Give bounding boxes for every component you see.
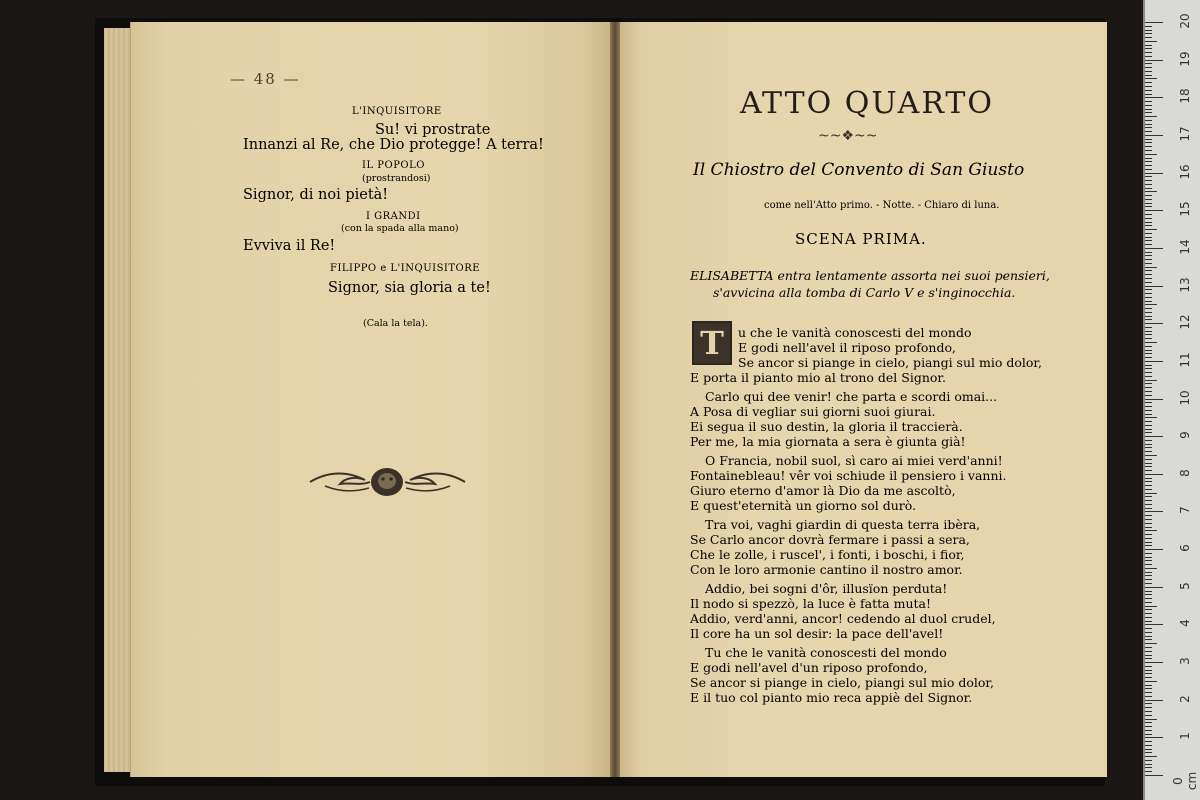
ruler-minor-tick: [1145, 312, 1152, 313]
ruler-minor-tick: [1145, 681, 1157, 682]
verse-line: Tu che le vanità conoscesti del mondo: [705, 645, 947, 660]
scene-title: SCENA PRIMA.: [795, 230, 927, 248]
ruler-minor-tick: [1145, 48, 1152, 49]
ruler-minor-tick: [1145, 308, 1152, 309]
ruler-minor-tick: [1145, 402, 1152, 403]
ruler-minor-tick: [1145, 206, 1152, 207]
ruler-minor-tick: [1145, 643, 1157, 644]
ruler-minor-tick: [1145, 252, 1152, 253]
ruler-minor-tick: [1145, 583, 1152, 584]
ruler-minor-tick: [1145, 515, 1152, 516]
ruler-minor-tick: [1145, 338, 1152, 339]
ruler-minor-tick: [1145, 530, 1157, 531]
ruler-minor-tick: [1145, 169, 1152, 170]
ruler-minor-tick: [1145, 756, 1157, 757]
ruler-minor-tick: [1145, 658, 1152, 659]
ruler-minor-tick: [1145, 263, 1152, 264]
ruler-minor-tick: [1145, 508, 1152, 509]
ruler-minor-tick: [1145, 677, 1152, 678]
ruler-minor-tick: [1145, 542, 1152, 543]
ruler-minor-tick: [1145, 767, 1152, 768]
ruler-minor-tick: [1145, 463, 1152, 464]
ruler-minor-tick: [1145, 94, 1152, 95]
ruler-label: 18: [1178, 88, 1192, 104]
ruler-minor-tick: [1145, 150, 1152, 151]
ruler-tick: [1145, 248, 1163, 249]
stage-direction: s'avvicina alla tomba di Carlo V e s'inginocchia.: [713, 285, 1016, 300]
setting-note: come nell'Atto primo. - Notte. - Chiaro di luna.: [764, 200, 1000, 211]
verse-line: Fontainebleau! vêr voi schiude il pensiero i vanni.: [690, 468, 1007, 483]
verse-line: Con le loro armonie cantino il nostro amor.: [690, 562, 963, 577]
ruler-minor-tick: [1145, 410, 1152, 411]
ruler-minor-tick: [1145, 353, 1152, 354]
verse-line: Addio, bei sogni d'ôr, illusïon perduta!: [705, 581, 948, 596]
ruler-minor-tick: [1145, 711, 1152, 712]
ruler-minor-tick: [1145, 350, 1152, 351]
ruler-minor-tick: [1145, 342, 1157, 343]
ruler-minor-tick: [1145, 30, 1152, 31]
ruler-minor-tick: [1145, 127, 1152, 128]
ruler-minor-tick: [1145, 602, 1152, 603]
ruler-minor-tick: [1145, 636, 1152, 637]
ruler-tick: [1145, 737, 1163, 738]
ruler-minor-tick: [1145, 365, 1152, 366]
ruler-minor-tick: [1145, 26, 1152, 27]
ruler-minor-tick: [1145, 176, 1152, 177]
ruler-minor-tick: [1145, 489, 1152, 490]
ruler-minor-tick: [1145, 142, 1152, 143]
ruler-minor-tick: [1145, 459, 1152, 460]
ruler-minor-tick: [1145, 199, 1152, 200]
ruler-minor-tick: [1145, 752, 1152, 753]
ruler-label: 0 cm: [1171, 771, 1199, 791]
ruler-minor-tick: [1145, 237, 1152, 238]
ruler-minor-tick: [1145, 316, 1152, 317]
ruler-minor-tick: [1145, 139, 1152, 140]
ruler-minor-tick: [1145, 455, 1157, 456]
ruler-minor-tick: [1145, 560, 1152, 561]
ruler-minor-tick: [1145, 594, 1152, 595]
ruler-label: 19: [1178, 51, 1192, 67]
speaker-label: FILIPPO e L'INQUISITORE: [330, 263, 481, 274]
ruler-minor-tick: [1145, 734, 1152, 735]
ruler-minor-tick: [1145, 527, 1152, 528]
ruler-minor-tick: [1145, 741, 1152, 742]
ruler-minor-tick: [1145, 466, 1152, 467]
ruler-tick: [1145, 210, 1163, 211]
ruler-minor-tick: [1145, 105, 1152, 106]
ruler-label: 1: [1178, 732, 1192, 741]
setting-title: Il Chiostro del Convento di San Giusto: [693, 160, 1025, 180]
ruler-minor-tick: [1145, 56, 1152, 57]
ruler-minor-tick: [1145, 297, 1152, 298]
ruler-minor-tick: [1145, 203, 1152, 204]
ruler-minor-tick: [1145, 519, 1152, 520]
ruler-tick: [1145, 286, 1163, 287]
verse-line: E porta il pianto mio al trono del Signor.: [690, 370, 946, 385]
ruler-minor-tick: [1145, 478, 1152, 479]
ruler-tick: [1145, 135, 1163, 136]
ruler-minor-tick: [1145, 447, 1152, 448]
verse-line: Il nodo si spezzò, la luce è fatta muta!: [690, 596, 931, 611]
act-title: ATTO QUARTO: [740, 86, 995, 121]
ruler-minor-tick: [1145, 771, 1152, 772]
ruler-minor-tick: [1145, 154, 1157, 155]
book-gutter: [610, 22, 620, 777]
ruler-minor-tick: [1145, 444, 1152, 445]
ruler-minor-tick: [1145, 628, 1152, 629]
ruler-minor-tick: [1145, 688, 1152, 689]
ruler-minor-tick: [1145, 696, 1152, 697]
ruler-label: 3: [1178, 657, 1192, 665]
ruler-minor-tick: [1145, 523, 1152, 524]
ruler-minor-tick: [1145, 274, 1152, 275]
ruler-minor-tick: [1145, 617, 1152, 618]
ruler-tick: [1145, 436, 1163, 437]
ruler-minor-tick: [1145, 244, 1152, 245]
ruler-minor-tick: [1145, 432, 1152, 433]
ruler-minor-tick: [1145, 90, 1152, 91]
verse-line: Innanzi al Re, che Dio protegge! A terra!: [243, 137, 544, 153]
ruler-minor-tick: [1145, 722, 1152, 723]
ruler-minor-tick: [1145, 184, 1152, 185]
ruler-label: 2: [1178, 694, 1192, 703]
ruler-minor-tick: [1145, 124, 1152, 125]
ruler-minor-tick: [1145, 553, 1152, 554]
ruler-tick: [1145, 549, 1163, 550]
verse-line: Giuro eterno d'amor là Dio da me ascoltò,: [690, 483, 956, 498]
ruler-minor-tick: [1145, 380, 1157, 381]
ruler-tick: [1145, 474, 1163, 475]
ruler-minor-tick: [1145, 131, 1152, 132]
verse-line: Se Carlo ancor dovrà fermare i passi a sera,: [690, 532, 970, 547]
ruler-minor-tick: [1145, 334, 1152, 335]
ruler-minor-tick: [1145, 598, 1152, 599]
ruler-label: 13: [1178, 276, 1192, 293]
ruler-minor-tick: [1145, 109, 1152, 110]
ruler-minor-tick: [1145, 233, 1152, 234]
ruler-minor-tick: [1145, 670, 1152, 671]
ruler-minor-tick: [1145, 421, 1152, 422]
decorative-ornament-icon: [305, 462, 470, 502]
ruler-tick: [1145, 97, 1163, 98]
ruler-minor-tick: [1145, 71, 1152, 72]
ruler-minor-tick: [1145, 195, 1152, 196]
verse-line: E godi nell'avel il riposo profondo,: [738, 340, 956, 355]
ruler-minor-tick: [1145, 414, 1152, 415]
ruler-minor-tick: [1145, 41, 1157, 42]
speaker-label: L'INQUISITORE: [352, 106, 442, 117]
verse-line: A Posa di vegliar sui giorni suoi giurai.: [690, 404, 936, 419]
verse-line: Signor, di noi pietà!: [243, 187, 389, 203]
page-number: — 48 —: [230, 70, 301, 88]
ruler-minor-tick: [1145, 357, 1152, 358]
ruler-minor-tick: [1145, 749, 1152, 750]
ruler-minor-tick: [1145, 259, 1152, 260]
verse-line: E quest'eternità un giorno sol durò.: [690, 498, 917, 513]
ruler-label: 14: [1178, 239, 1192, 255]
ruler-minor-tick: [1145, 707, 1152, 708]
ruler-minor-tick: [1145, 545, 1152, 546]
speaker-label: IL POPOLO: [362, 160, 425, 171]
ruler-label: 10: [1178, 389, 1192, 406]
ruler-minor-tick: [1145, 568, 1157, 569]
ruler-tick: [1145, 587, 1163, 588]
verse-line: Che le zolle, i ruscel', i fonti, i boschi, i fior,: [690, 547, 965, 562]
ruler-minor-tick: [1145, 504, 1152, 505]
ruler-tick: [1145, 511, 1163, 512]
ruler-minor-tick: [1145, 534, 1152, 535]
ruler-minor-tick: [1145, 120, 1152, 121]
ruler-label: 17: [1178, 126, 1192, 142]
ruler-label: 8: [1178, 468, 1192, 477]
ruler-minor-tick: [1145, 222, 1152, 223]
ruler-minor-tick: [1145, 493, 1157, 494]
ruler-minor-tick: [1145, 267, 1157, 268]
ruler-minor-tick: [1145, 52, 1152, 53]
ruler-minor-tick: [1145, 485, 1152, 486]
ruler-minor-tick: [1145, 481, 1152, 482]
verse-line: Se ancor si piange in cielo, piangi sul mio dolor,: [690, 675, 994, 690]
verse-line: Su! vi prostrate: [375, 122, 491, 138]
verse-line: Tra voi, vaghi giardin di questa terra ibèra,: [705, 517, 981, 532]
ruler-minor-tick: [1145, 760, 1152, 761]
ruler-tick: [1145, 775, 1163, 776]
ruler-minor-tick: [1145, 651, 1152, 652]
ruler-tick: [1145, 399, 1163, 400]
ruler-minor-tick: [1145, 255, 1152, 256]
ruler-minor-tick: [1145, 327, 1152, 328]
ruler-minor-tick: [1145, 304, 1157, 305]
ruler-minor-tick: [1145, 719, 1157, 720]
ruler-minor-tick: [1145, 703, 1152, 704]
ruler-minor-tick: [1145, 33, 1152, 34]
ruler-label: 16: [1178, 163, 1192, 180]
stage-direction: (prostrandosi): [362, 173, 431, 184]
ruler-minor-tick: [1145, 270, 1152, 271]
ruler-minor-tick: [1145, 346, 1152, 347]
ruler-minor-tick: [1145, 685, 1152, 686]
ruler-minor-tick: [1145, 293, 1152, 294]
verse-line: O Francia, nobil suol, sì caro ai miei verd'anni!: [705, 453, 1003, 468]
ruler-label: 20: [1178, 13, 1192, 29]
verse-line: E il tuo col pianto mio reca appiè del Signor.: [690, 690, 973, 705]
ruler-minor-tick: [1145, 240, 1152, 241]
ruler-minor-tick: [1145, 180, 1152, 181]
stage-direction: ELISABETTA entra lentamente assorta nei suoi pensieri,: [690, 268, 1050, 283]
ruler-minor-tick: [1145, 376, 1152, 377]
ruler-minor-tick: [1145, 647, 1152, 648]
ruler-tick: [1145, 173, 1163, 174]
verse-line: u che le vanità conoscesti del mondo: [738, 325, 972, 340]
ruler-minor-tick: [1145, 715, 1152, 716]
ruler-minor-tick: [1145, 331, 1152, 332]
ruler-minor-tick: [1145, 146, 1152, 147]
ruler-minor-tick: [1145, 383, 1152, 384]
ruler-minor-tick: [1145, 500, 1152, 501]
ruler-minor-tick: [1145, 112, 1152, 113]
ruler-minor-tick: [1145, 368, 1152, 369]
ruler-minor-tick: [1145, 225, 1152, 226]
ruler-tick: [1145, 361, 1163, 362]
ruler-minor-tick: [1145, 218, 1152, 219]
ruler-label: 9: [1178, 431, 1192, 439]
verse-line: Se ancor si piange in cielo, piangi sul mio dolor,: [738, 355, 1042, 370]
ruler-minor-tick: [1145, 632, 1152, 633]
ruler-label: 5: [1178, 581, 1192, 590]
ruler-minor-tick: [1145, 440, 1152, 441]
ruler-minor-tick: [1145, 387, 1152, 388]
ruler-tick: [1145, 323, 1163, 324]
ruler-minor-tick: [1145, 191, 1157, 192]
ruler-minor-tick: [1145, 86, 1152, 87]
ruler-minor-tick: [1145, 229, 1157, 230]
verse-line: Carlo qui dee venir! che parta e scordi omai...: [705, 389, 998, 404]
ruler-minor-tick: [1145, 161, 1152, 162]
ruler-minor-tick: [1145, 673, 1152, 674]
ruler-minor-tick: [1145, 165, 1152, 166]
ruler-minor-tick: [1145, 730, 1152, 731]
ruler-minor-tick: [1145, 606, 1157, 607]
ruler-minor-tick: [1145, 692, 1152, 693]
verse-line: Evviva il Re!: [243, 238, 336, 254]
speaker-label: I GRANDI: [366, 211, 421, 222]
verse-line: Addio, verd'anni, ancor! cedendo al duol crudel,: [690, 611, 996, 626]
ruler-minor-tick: [1145, 726, 1152, 727]
ruler-minor-tick: [1145, 158, 1152, 159]
ruler-minor-tick: [1145, 666, 1152, 667]
ruler-minor-tick: [1145, 417, 1157, 418]
ruler-minor-tick: [1145, 470, 1152, 471]
ruler-minor-tick: [1145, 575, 1152, 576]
ruler-minor-tick: [1145, 425, 1152, 426]
ruler-minor-tick: [1145, 75, 1152, 76]
ruler-minor-tick: [1145, 319, 1152, 320]
verse-line: Ei segua il suo destin, la gloria il traccierà.: [690, 419, 963, 434]
ruler-minor-tick: [1145, 78, 1157, 79]
title-ornament: ~~❖~~: [818, 128, 878, 144]
ruler-label: 11: [1178, 352, 1192, 368]
ruler-tick: [1145, 22, 1163, 23]
ruler-label: 4: [1178, 619, 1192, 628]
ruler-label: 7: [1178, 506, 1192, 515]
ruler-minor-tick: [1145, 278, 1152, 279]
ruler-minor-tick: [1145, 395, 1152, 396]
ruler-minor-tick: [1145, 564, 1152, 565]
ruler-tick: [1145, 662, 1163, 663]
left-page: [130, 22, 612, 777]
ruler-minor-tick: [1145, 621, 1152, 622]
ruler-tick: [1145, 624, 1163, 625]
ruler-minor-tick: [1145, 67, 1152, 68]
ruler-minor-tick: [1145, 639, 1152, 640]
ruler-minor-tick: [1145, 745, 1152, 746]
ruler-minor-tick: [1145, 429, 1152, 430]
ruler-minor-tick: [1145, 557, 1152, 558]
drop-cap: T: [692, 321, 732, 365]
ruler-minor-tick: [1145, 301, 1152, 302]
ruler-minor-tick: [1145, 45, 1152, 46]
ruler-label: 15: [1178, 201, 1192, 217]
ruler-minor-tick: [1145, 572, 1152, 573]
verse-line: Il core ha un sol desir: la pace dell'avel!: [690, 626, 944, 641]
ruler-minor-tick: [1145, 764, 1152, 765]
verse-line: E godi nell'avel d'un riposo profondo,: [690, 660, 928, 675]
ruler-minor-tick: [1145, 101, 1152, 102]
ruler-label: 6: [1178, 544, 1192, 552]
stage-direction: (Cala la tela).: [363, 318, 428, 329]
verse-line: Per me, la mia giornata a sera è giunta già!: [690, 434, 966, 449]
ruler-minor-tick: [1145, 289, 1152, 290]
ruler-minor-tick: [1145, 82, 1152, 83]
ruler-minor-tick: [1145, 372, 1152, 373]
ruler-minor-tick: [1145, 37, 1152, 38]
ruler-label: 12: [1178, 314, 1192, 330]
ruler-minor-tick: [1145, 655, 1152, 656]
stage-direction: (con la spada alla mano): [341, 223, 459, 234]
ruler-minor-tick: [1145, 391, 1152, 392]
ruler-minor-tick: [1145, 116, 1157, 117]
ruler-minor-tick: [1145, 188, 1152, 189]
ruler-tick: [1145, 700, 1163, 701]
ruler-tick: [1145, 60, 1163, 61]
verse-line: Signor, sia gloria a te!: [328, 280, 491, 296]
ruler-minor-tick: [1145, 538, 1152, 539]
measurement-ruler: [1143, 0, 1200, 800]
ruler-minor-tick: [1145, 496, 1152, 497]
ruler-minor-tick: [1145, 451, 1152, 452]
ruler-minor-tick: [1145, 214, 1152, 215]
ruler-minor-tick: [1145, 579, 1152, 580]
ruler-minor-tick: [1145, 609, 1152, 610]
ruler-minor-tick: [1145, 591, 1152, 592]
ruler-minor-tick: [1145, 63, 1152, 64]
ruler-minor-tick: [1145, 406, 1152, 407]
ruler-minor-tick: [1145, 282, 1152, 283]
ruler-minor-tick: [1145, 613, 1152, 614]
